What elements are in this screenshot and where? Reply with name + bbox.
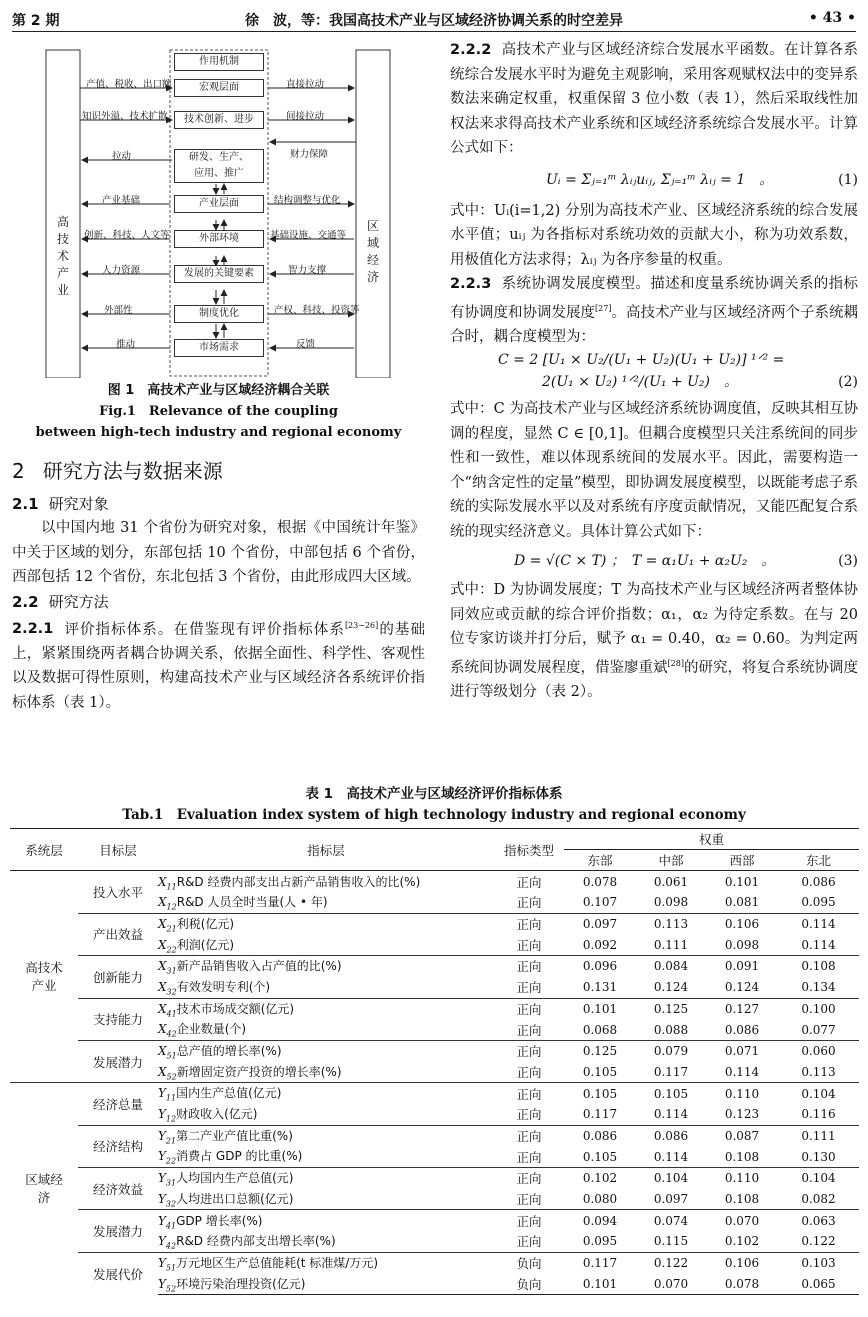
index-code-subscript: 41: [165, 1220, 177, 1230]
weight-cell: 0.105: [582, 1149, 618, 1164]
target-cell: 经济结构: [78, 1125, 158, 1167]
fig-arrow-label: 反馈: [296, 339, 316, 350]
index-cell: [158, 871, 494, 892]
weight-cell: 0.108: [778, 956, 859, 977]
index-code: $Y_{32}$: [158, 1191, 177, 1209]
index-cell: [158, 1231, 494, 1252]
table-row: [10, 1040, 859, 1061]
index-code-subscript: 21: [166, 924, 177, 934]
fig-arrow-label: 外部性: [104, 305, 133, 316]
index-code-subscript: 11: [165, 1093, 177, 1103]
type-cell: 正向: [516, 895, 542, 911]
weight-cell: 0.130: [801, 1149, 836, 1164]
paragraph: 2.2.3 系统协调发展度模型。描述和度量系统协调关系的指标有协调度和协调发展度[27]。高技术产业与区域经济两个子系统耦合时，耦合度模型为：: [450, 276, 859, 345]
index-cell: [158, 977, 494, 998]
weight-cell: 0.122: [801, 1234, 836, 1249]
table-row: [10, 1210, 859, 1231]
index-text: 利润(亿元): [176, 937, 235, 952]
index-cell: [158, 913, 494, 934]
paragraph: 2.2.2 高技术产业与区域经济综合发展水平函数。在计算各系统综合发展水平时为避免主观影响，采用客观赋权法中的变异系数法来确定权重，权重保留 3 位小数（表 1），然后采取线性加权法来求得高技术产业系统和区域经济系统综合发展水平。计算公式如下：: [450, 42, 859, 156]
weight-cell: 0.106: [706, 1252, 778, 1273]
subsection-heading: 2.1 研究对象: [12, 495, 109, 513]
weight-cell: 0.103: [778, 1252, 859, 1273]
index-cell: [158, 1104, 494, 1125]
weight-cell: 0.100: [778, 998, 859, 1019]
weight-cell: 0.104: [778, 1083, 859, 1104]
index-cell: [158, 956, 494, 977]
index-table: [10, 828, 859, 1295]
type-cell: 正向: [516, 980, 542, 996]
weight-cell: 0.124: [724, 980, 760, 995]
index-code: $Y_{22}$: [158, 1149, 177, 1166]
index-code: $Y_{41}$: [158, 1213, 177, 1230]
weight-cell: 0.114: [724, 1064, 760, 1079]
fig-arrow-label: 财力保障: [290, 149, 329, 160]
page-number: • 43 •: [808, 10, 856, 26]
index-code-subscript: 21: [165, 1136, 177, 1146]
index-cell: [158, 1062, 494, 1083]
weight-cell: 0.125: [636, 998, 706, 1019]
paragraph: 2.2.1 评价指标体系。在借鉴现有评价指标体系[23−26]的基础上，紧紧围绕两者耦合协调关系，依据全面性、科学性、客观性以及数据可得性原则，构建高技术产业与区域经济各系统评价指标体系（表 1）。: [12, 620, 426, 711]
index-code-subscript: 32: [165, 1199, 177, 1209]
weight-cell: 0.122: [636, 1252, 706, 1273]
weight-cell: 0.134: [801, 980, 836, 995]
fig-box-environment: 外部环境: [174, 230, 264, 248]
fig-arrow-label: 知识外溢、技术扩散: [82, 111, 168, 122]
weight-cell: 0.087: [706, 1125, 778, 1146]
fig-arrow-label: 创新、科技、人文等: [84, 230, 170, 241]
paragraph: 式中：Uᵢ(i=1,2) 分别为高技术产业、区域经济系统的综合发展水平值；uᵢⱼ 为各指标对系统功效的贡献大小，称为功效系数，用极值化方法求得；λᵢⱼ 为各序参量的权重。: [450, 202, 858, 268]
index-text: R&D 人员全时当量(人 • 年): [176, 895, 328, 910]
type-cell: 正向: [494, 1210, 564, 1231]
index-code-subscript: 12: [166, 902, 177, 912]
fig-arrow-label: 推动: [116, 339, 136, 350]
weight-cell: 0.068: [582, 1022, 618, 1037]
index-cell: [158, 1019, 494, 1040]
target-cell: 发展代价: [78, 1252, 158, 1294]
type-cell: 正向: [516, 1149, 542, 1165]
index-text: 第二产业产值比重(%): [176, 1128, 293, 1143]
weight-cell: 0.110: [706, 1168, 778, 1189]
table-row: [10, 998, 859, 1019]
fig-arrow-label: 产业基础: [102, 195, 141, 206]
index-code-subscript: 41: [166, 1009, 177, 1019]
fig-arrow-label: 基础设施、交通等: [270, 230, 347, 241]
weight-cell: 0.105: [636, 1083, 706, 1104]
th-east: 东部: [564, 850, 636, 871]
weight-cell: 0.117: [582, 1107, 618, 1122]
type-cell: 正向: [494, 1040, 564, 1061]
weight-cell: 0.101: [564, 1273, 636, 1294]
fig-arrow-label: 智力支撑: [288, 265, 327, 276]
weight-cell: 0.091: [706, 956, 778, 977]
index-code-subscript: 32: [166, 987, 177, 997]
weight-cell: 0.114: [653, 1149, 689, 1164]
weight-cell: 0.080: [582, 1192, 618, 1207]
weight-cell: 0.061: [653, 874, 689, 889]
weight-cell: 0.096: [564, 956, 636, 977]
table-row: [10, 913, 859, 934]
weight-cell: 0.113: [636, 913, 706, 934]
weight-cell: 0.071: [706, 1040, 778, 1061]
index-code-subscript: 31: [166, 966, 177, 976]
weight-cell: 0.070: [706, 1210, 778, 1231]
index-cell: [158, 998, 494, 1019]
weight-cell: 0.111: [778, 1125, 859, 1146]
weight-cell: 0.114: [653, 1107, 689, 1122]
weight-cell: 0.114: [778, 913, 859, 934]
fig-box-macro: 宏观层面: [174, 79, 264, 97]
index-text: R&D 经费内部支出增长率(%): [176, 1234, 336, 1249]
type-cell: 正向: [494, 998, 564, 1019]
index-text: 国内生产总值(亿元): [176, 1086, 282, 1101]
fig-arrow-label: 直接拉动: [286, 79, 325, 90]
index-text: 有效发明专利(个): [176, 979, 271, 994]
index-code-subscript: 22: [165, 1156, 177, 1166]
index-code: $Y_{21}$: [158, 1128, 177, 1146]
weight-cell: 0.086: [724, 1022, 760, 1037]
weight-cell: 0.104: [778, 1168, 859, 1189]
fig-box-market: 市场需求: [174, 339, 264, 357]
th-target: 目标层: [78, 829, 158, 871]
target-cell: 支持能力: [78, 998, 158, 1040]
index-cell: [158, 1146, 494, 1167]
weight-cell: 0.065: [778, 1273, 859, 1294]
weight-cell: 0.110: [706, 1083, 778, 1104]
table-row: [10, 956, 859, 977]
weight-cell: 0.074: [636, 1210, 706, 1231]
index-code-subscript: 52: [165, 1283, 177, 1293]
index-text: 利税(亿元): [176, 916, 235, 931]
index-text: 人均国内生产总值(元): [176, 1171, 294, 1186]
th-system: 系统层: [10, 829, 78, 871]
th-northeast: 东北: [778, 850, 859, 871]
index-cell: [158, 1040, 494, 1061]
index-code-subscript: 52: [166, 1072, 177, 1082]
index-cell: [158, 1273, 494, 1294]
weight-cell: 0.111: [653, 937, 689, 952]
weight-cell: 0.115: [653, 1234, 689, 1249]
weight-cell: 0.107: [582, 895, 618, 910]
index-code: $X_{32}$: [158, 979, 177, 997]
index-cell: [158, 1125, 494, 1146]
index-text: 新产品销售收入占产值的比(%): [176, 959, 342, 974]
th-index: 指标层: [158, 829, 494, 871]
left-column: [12, 38, 425, 715]
fig-box-key-factors: 发展的关键要素: [174, 265, 264, 283]
weight-cell: 0.086: [801, 874, 836, 889]
type-cell: 正向: [494, 913, 564, 934]
running-title: 徐 波，等：我国高技术产业与区域经济协调关系的时空差异: [245, 13, 623, 29]
table-row: [10, 1168, 859, 1189]
index-code: $Y_{52}$: [158, 1276, 177, 1293]
type-cell: 正向: [516, 874, 542, 890]
weight-cell: 0.086: [564, 1125, 636, 1146]
weight-cell: 0.070: [636, 1273, 706, 1294]
type-cell: 正向: [494, 956, 564, 977]
figure-caption-cn: 图 1 高技术产业与区域经济耦合关联: [107, 383, 330, 398]
type-cell: 负向: [494, 1252, 564, 1273]
weight-cell: 0.086: [636, 1125, 706, 1146]
weight-cell: 0.098: [653, 895, 689, 910]
index-code: $Y_{11}$: [158, 1086, 177, 1103]
index-text: 技术市场成交额(亿元): [176, 1001, 295, 1016]
th-weight: 权重: [564, 829, 859, 850]
page-header: [12, 6, 856, 32]
index-code-subscript: 42: [165, 1241, 177, 1251]
index-cell: [158, 892, 494, 913]
target-cell: 经济总量: [78, 1083, 158, 1125]
index-text: 环境污染治理投资(亿元): [176, 1276, 306, 1291]
index-code: $Y_{31}$: [158, 1171, 177, 1188]
type-cell: 正向: [516, 1064, 542, 1080]
weight-cell: 0.108: [724, 1149, 760, 1164]
fig-arrow-label: 间接拉动: [286, 111, 325, 122]
weight-cell: 0.084: [636, 956, 706, 977]
table-row: [10, 1252, 859, 1273]
weight-cell: 0.114: [801, 937, 836, 952]
index-code-subscript: 31: [165, 1178, 177, 1188]
index-cell: [158, 934, 494, 955]
formula-3: D = √(C × T) ； T = α₁U₁ + α₂U₂ 。 (3): [514, 553, 858, 570]
index-text: 消费占 GDP 的比重(%): [176, 1149, 303, 1164]
fig-box-rd: 研发、生产、应用、推广: [174, 149, 264, 183]
weight-cell: 0.094: [564, 1210, 636, 1231]
target-cell: 产出效益: [78, 913, 158, 955]
th-type: 指标类型: [494, 829, 564, 871]
weight-cell: 0.077: [801, 1022, 836, 1037]
subsection-heading: 2.2 研究方法: [12, 592, 109, 611]
index-text: GDP 增长率(%): [176, 1213, 263, 1228]
target-cell: 发展潜力: [78, 1210, 158, 1252]
formula-2: 2(U₁ × U₂) ¹ᐟ²/(U₁ + U₂) 。 (2): [542, 374, 858, 391]
index-code: $Y_{12}$: [158, 1107, 177, 1124]
fig-left-label: 高技术产业: [56, 215, 69, 297]
index-code: $X_{51}$: [158, 1044, 177, 1061]
type-cell: 正向: [516, 937, 542, 953]
index-text: R&D 经费内部支出占新产品销售收入的比(%): [176, 874, 421, 889]
weight-cell: 0.113: [801, 1064, 836, 1079]
fig-arrow-label: 拉动: [112, 151, 132, 162]
weight-cell: 0.078: [706, 1273, 778, 1294]
index-code: $Y_{42}$: [158, 1234, 177, 1251]
weight-cell: 0.097: [564, 913, 636, 934]
weight-cell: 0.105: [582, 1064, 618, 1079]
paragraph: 式中：D 为协调发展度；T 为高技术产业与区域经济两者整体协同效应或贡献的综合评价指数；α₁，α₂ 为待定系数。在与 20 位专家访谈并打分后，赋予 α₁ = 0.40，α₂ = 0.60。为判定两系统间协调发展程度，借鉴廖重斌[28]的研究，将复合系统协调度进行等级划分（表 2）。: [450, 582, 859, 701]
fig-arrow-label: 人力资源: [102, 265, 141, 276]
weight-cell: 0.125: [564, 1040, 636, 1061]
index-text: 人均进出口总额(亿元): [176, 1191, 294, 1206]
formula-1: Uᵢ = Σⱼ₌₁ᵐ λᵢⱼuᵢⱼ, Σⱼ₌₁ᵐ λᵢⱼ = 1 。 (1): [546, 171, 858, 188]
index-code-subscript: 12: [165, 1114, 177, 1124]
weight-cell: 0.123: [724, 1107, 760, 1122]
target-cell: 创新能力: [78, 956, 158, 998]
index-code-subscript: 22: [166, 944, 177, 954]
fig-right-label: 区域经济: [366, 219, 379, 284]
index-text: 企业数量(个): [176, 1022, 247, 1037]
table-caption-en: Tab.1 Evaluation index system of high technology industry and regional economy: [122, 807, 746, 823]
weight-cell: 0.101: [564, 998, 636, 1019]
table-row: [10, 871, 859, 892]
index-text: 新增固定资产投资的增长率(%): [176, 1064, 342, 1079]
th-central: 中部: [636, 850, 706, 871]
index-cell: [158, 1210, 494, 1231]
index-text: 财政收入(亿元): [176, 1107, 258, 1122]
fig-arrow-label: 产权、科技、投资等: [274, 305, 360, 316]
th-west: 西部: [706, 850, 778, 871]
type-cell: 正向: [494, 1083, 564, 1104]
index-code: $X_{52}$: [158, 1064, 177, 1082]
weight-cell: 0.124: [653, 980, 689, 995]
weight-cell: 0.127: [706, 998, 778, 1019]
issue-number: 第 2 期: [12, 13, 60, 29]
weight-cell: 0.105: [564, 1083, 636, 1104]
fig-box-industry: 产业层面: [174, 195, 264, 213]
weight-cell: 0.078: [582, 874, 618, 889]
index-code: $X_{21}$: [158, 916, 177, 934]
weight-cell: 0.101: [724, 874, 760, 889]
type-cell: 负向: [494, 1273, 564, 1294]
weight-cell: 0.097: [653, 1192, 689, 1207]
weight-cell: 0.081: [724, 895, 760, 910]
fig-box-institution: 制度优化: [174, 305, 264, 323]
right-column: [450, 38, 858, 705]
weight-cell: 0.102: [564, 1168, 636, 1189]
index-code: $X_{11}$: [158, 874, 177, 891]
paragraph: 以中国内地 31 个省份为研究对象，根据《中国统计年鉴》中关于区域的划分，东部包括 10 个省份，中部包括 6 个省份，西部包括 12 个省份，东北包括 3 个省份，由此形成四大区域。: [12, 520, 425, 585]
index-code: $X_{12}$: [158, 895, 177, 912]
type-cell: 正向: [516, 1192, 542, 1208]
type-cell: 正向: [494, 1125, 564, 1146]
weight-cell: 0.088: [653, 1022, 689, 1037]
index-cell: [158, 1252, 494, 1273]
figure-caption-en: between high-tech industry and regional economy: [35, 425, 402, 440]
table-caption-cn: 表 1 高技术产业与区域经济评价指标体系: [305, 786, 563, 802]
fig-arrow-label: 产值、税收、出口额: [86, 79, 172, 90]
index-cell: [158, 1189, 494, 1210]
table-row: [10, 1083, 859, 1104]
weight-cell: 0.098: [724, 937, 760, 952]
fig-arrow-label: 结构调整与优化: [274, 195, 341, 206]
index-code-subscript: 11: [166, 881, 177, 891]
section-heading: 2 研究方法与数据来源: [12, 459, 223, 483]
index-code: $Y_{51}$: [158, 1255, 177, 1273]
weight-cell: 0.095: [801, 895, 836, 910]
weight-cell: 0.082: [801, 1192, 836, 1207]
target-cell: 投入水平: [92, 885, 143, 901]
weight-cell: 0.079: [636, 1040, 706, 1061]
index-text: 总产值的增长率(%): [176, 1044, 282, 1059]
figure-caption-en: Fig.1 Relevance of the coupling: [99, 404, 338, 419]
index-cell: [158, 1083, 494, 1104]
system-cell: 高技术产业: [25, 959, 63, 993]
index-code: $X_{41}$: [158, 1001, 177, 1019]
target-cell: 发展潜力: [78, 1040, 158, 1082]
weight-cell: 0.117: [564, 1252, 636, 1273]
table-body: [10, 871, 859, 1295]
table-row: [10, 1125, 859, 1146]
index-code: $X_{42}$: [158, 1022, 177, 1039]
index-code: $X_{31}$: [158, 959, 177, 976]
weight-cell: 0.102: [724, 1234, 760, 1249]
type-cell: 正向: [494, 1168, 564, 1189]
formula-2: C = 2 [U₁ × U₂/(U₁ + U₂)(U₁ + U₂)] ¹ᐟ² =: [498, 352, 785, 369]
weight-cell: 0.095: [582, 1234, 618, 1249]
fig-box-tech: 技术创新、进步: [174, 111, 264, 129]
index-code-subscript: 42: [166, 1029, 177, 1039]
weight-cell: 0.106: [706, 913, 778, 934]
index-text: 万元地区生产总值能耗(t 标准煤/万元): [176, 1255, 379, 1270]
weight-cell: 0.063: [778, 1210, 859, 1231]
type-cell: 正向: [516, 1022, 542, 1038]
weight-cell: 0.108: [724, 1192, 760, 1207]
paragraph: 式中：C 为高技术产业与区域经济系统协调度值，反映其相互协调的程度，显然 C ∈ [0,1]。但耦合度模型只关注系统间的同步性和一致性，难以体现系统间的发展水平。因此，需要构造一个“纳含定性的定量”模型，即协调发展度模型，以既能考虑子系统的实际发展水平以及对系统有序度贡献情况，又能匹配复合系统的现实经济意义。具体计算公式如下：: [450, 401, 858, 540]
index-cell: [158, 1168, 494, 1189]
weight-cell: 0.131: [582, 980, 618, 995]
index-code-subscript: 51: [166, 1051, 177, 1061]
index-code-subscript: 51: [165, 1263, 177, 1273]
weight-cell: 0.116: [801, 1107, 836, 1122]
index-code: $X_{22}$: [158, 937, 177, 954]
figure-1: [12, 38, 425, 378]
weight-cell: 0.092: [582, 937, 618, 952]
weight-cell: 0.104: [636, 1168, 706, 1189]
type-cell: 正向: [516, 1107, 542, 1123]
weight-cell: 0.117: [653, 1064, 689, 1079]
system-cell: 区域经济: [10, 1083, 78, 1295]
target-cell: 经济效益: [78, 1168, 158, 1210]
fig-box-mechanism: 作用机制: [174, 53, 264, 71]
type-cell: 正向: [516, 1234, 542, 1250]
weight-cell: 0.060: [778, 1040, 859, 1061]
